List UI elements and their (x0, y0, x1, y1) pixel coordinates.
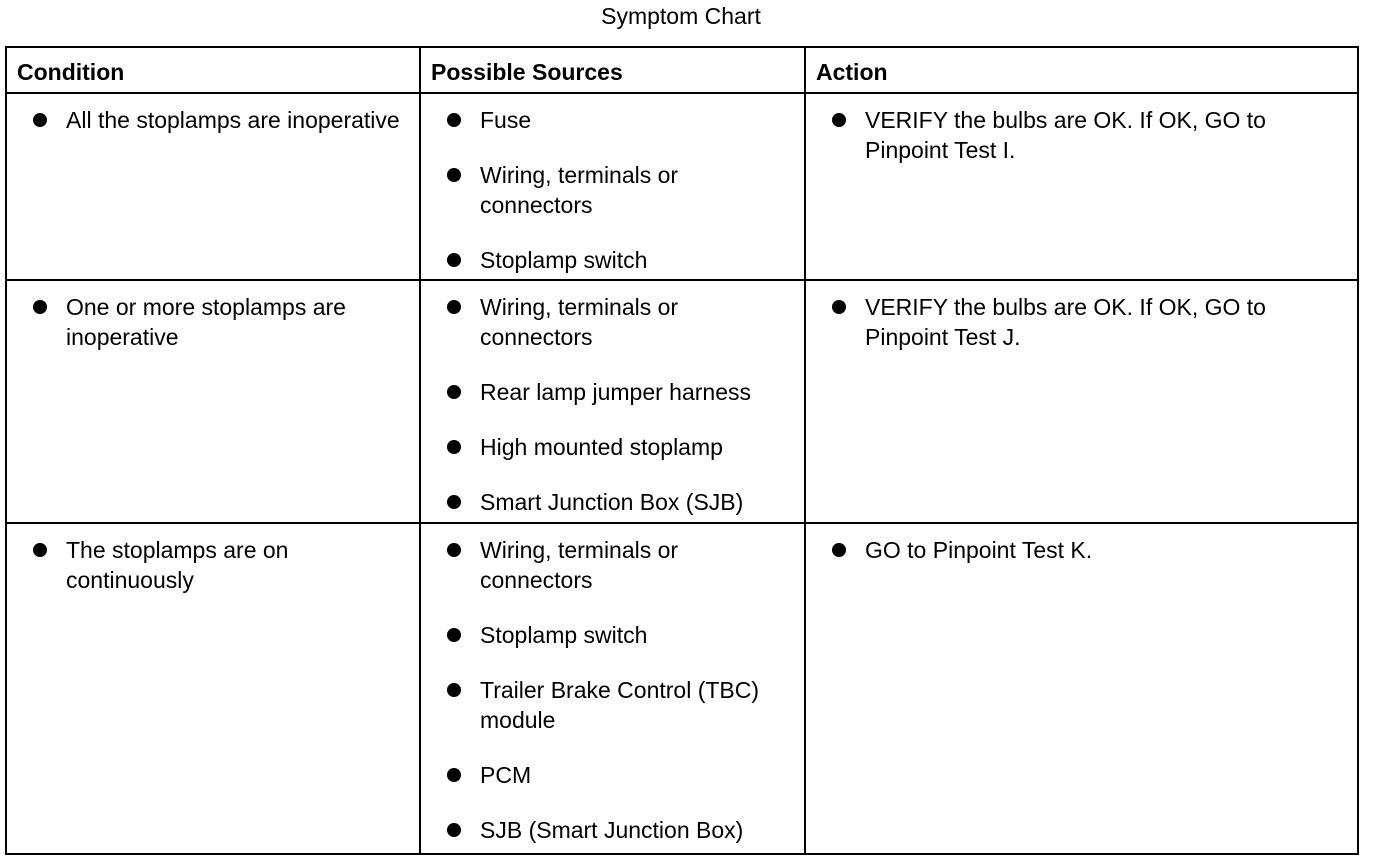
source-text: Wiring, terminals or connectors (480, 294, 679, 351)
list-item (431, 160, 794, 220)
bullet-icon (832, 113, 846, 127)
source-text: Stoplamp switch (480, 622, 648, 649)
header-possible-sources: Possible Sources (420, 47, 805, 93)
list-item (431, 432, 794, 462)
bullet-icon (33, 300, 47, 314)
action-cell (805, 280, 1358, 523)
list-item (431, 292, 794, 352)
sources-cell (420, 523, 805, 854)
condition-cell (6, 280, 420, 523)
sources-list (431, 292, 794, 517)
action-list (816, 535, 1347, 565)
table-row (6, 280, 1358, 523)
source-text: Smart Junction Box (SJB) (480, 489, 744, 516)
bullet-icon (447, 385, 461, 399)
list-item (431, 620, 794, 650)
bullet-icon (832, 300, 846, 314)
source-text: SJB (Smart Junction Box) (480, 817, 744, 844)
sources-list (431, 535, 794, 845)
condition-cell (6, 93, 420, 280)
condition-text: All the stoplamps are inoperative (66, 107, 400, 133)
bullet-icon (447, 168, 461, 182)
bullet-icon (447, 495, 461, 509)
list-item (816, 292, 1347, 352)
bullet-icon (447, 768, 461, 782)
condition-cell (6, 523, 420, 854)
source-text: PCM (480, 762, 532, 789)
list-item (431, 245, 794, 275)
action-cell (805, 93, 1358, 280)
bullet-icon (33, 113, 47, 127)
bullet-icon (447, 253, 461, 267)
list-item (431, 377, 794, 407)
list-item (431, 675, 794, 735)
header-action: Action (805, 47, 1358, 93)
sources-list (431, 105, 794, 275)
bullet-icon (447, 440, 461, 454)
action-list (816, 105, 1347, 165)
list-item (816, 105, 1347, 165)
action-cell (805, 523, 1358, 854)
header-condition: Condition (6, 47, 420, 93)
bullet-icon (832, 543, 846, 557)
table-row (6, 93, 1358, 280)
symptom-table (5, 46, 1359, 855)
condition-list (17, 292, 409, 352)
source-text: Rear lamp jumper harness (480, 379, 752, 406)
source-text: Fuse (480, 107, 532, 133)
condition-text: One or more stoplamps are inoperative (66, 294, 346, 351)
list-item (431, 105, 794, 135)
action-text: VERIFY the bulbs are OK. If OK, GO to Pinpoint Test I. (865, 107, 1266, 163)
list-item (17, 535, 409, 595)
source-text: Wiring, terminals or connectors (480, 537, 679, 594)
list-item (431, 760, 794, 790)
bullet-icon (33, 543, 47, 557)
bullet-icon (447, 543, 461, 557)
condition-list (17, 535, 409, 595)
bullet-icon (447, 823, 461, 837)
bullet-icon (447, 113, 461, 127)
list-item (17, 292, 409, 352)
action-text: VERIFY the bulbs are OK. If OK, GO to Pinpoint Test J. (865, 294, 1266, 351)
bullet-icon (447, 628, 461, 642)
condition-list (17, 105, 409, 135)
bullet-icon (447, 300, 461, 314)
source-text: Stoplamp switch (480, 247, 648, 273)
source-text: Trailer Brake Control (TBC) module (480, 677, 760, 734)
bullet-icon (447, 683, 461, 697)
sources-cell (420, 93, 805, 280)
list-item (431, 815, 794, 845)
action-list (816, 292, 1347, 352)
source-text: High mounted stoplamp (480, 434, 723, 461)
table-header-row (6, 47, 1358, 93)
list-item (816, 535, 1347, 565)
condition-text: The stoplamps are on continuously (66, 537, 289, 594)
list-item (17, 105, 409, 135)
sources-cell (420, 280, 805, 523)
chart-title: Symptom Chart (601, 3, 761, 29)
action-text: GO to Pinpoint Test K. (865, 537, 1093, 564)
list-item (431, 487, 794, 517)
list-item (431, 535, 794, 595)
source-text: Wiring, terminals or connectors (480, 162, 679, 218)
table-row (6, 523, 1358, 854)
